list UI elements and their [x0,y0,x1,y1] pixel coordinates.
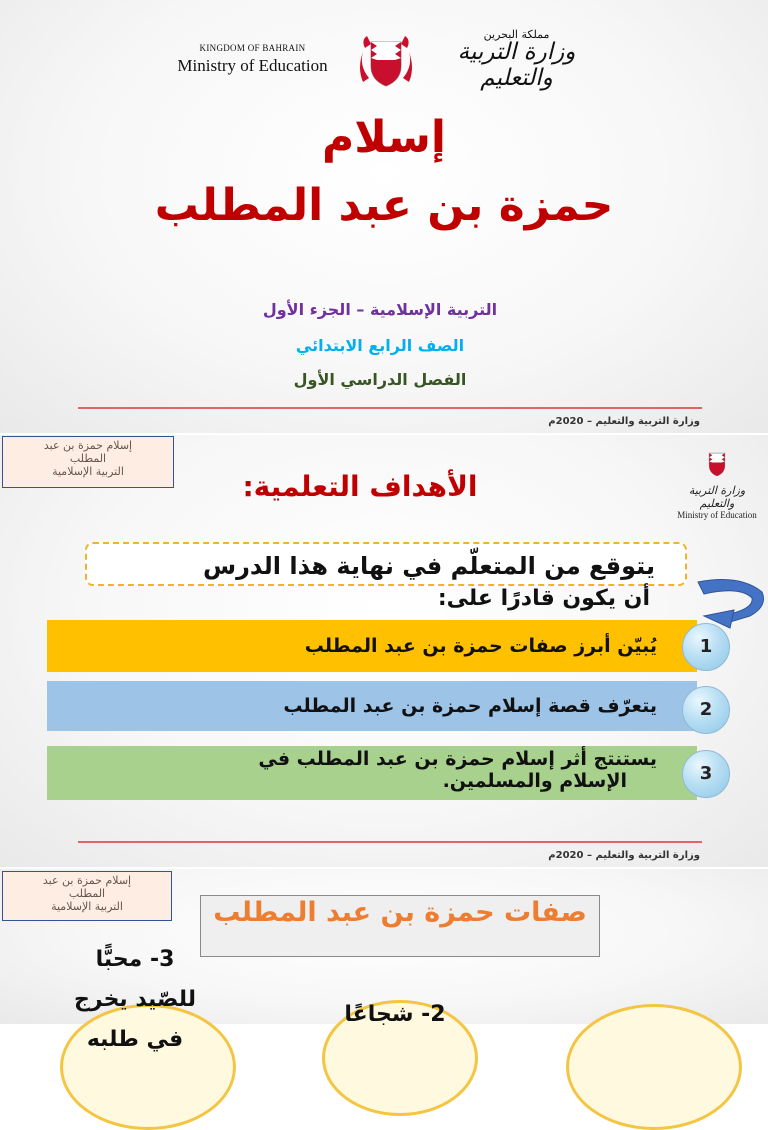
ministry-logo-arabic [424,28,609,91]
slide-footer: وزارة التربية والتعليم – 2020م [548,416,700,427]
ministry-logo-small [676,446,758,520]
objective-number-2: 2 [682,686,730,734]
note-line-1: إسلام حمزة بن عبد [42,874,132,887]
objective-bar-3 [47,746,697,800]
expectation-line-1: يتوقع من المتعلّم في نهاية هذا الدرس [202,552,655,580]
note-line-1: إسلام حمزة بن عبد [43,439,133,452]
trait-3-line-1: 3- محبًّا [95,947,175,972]
objective-number-3: 3 [682,750,730,798]
divider-line [78,841,702,843]
note-line-3: التربية الإسلامية [52,465,124,478]
traits-title: صفات حمزة بن عبد المطلب [213,897,587,928]
objective-number-1: 1 [682,623,730,671]
title-line-1: إسلام [321,112,446,163]
subject-label: التربية الإسلامية – الجزء الأول [262,300,498,319]
lesson-note [2,436,174,488]
note-line-3: التربية الإسلامية [51,900,123,913]
objective-bar-2 [47,681,697,731]
semester-label: الفصل الدراسي الأول [293,370,467,389]
small-logo-arabic: وزارة التربية والتعليم [688,484,746,510]
note-line-2: المطلب [68,887,106,900]
kingdom-label-ar: مملكة البحرين [483,28,550,41]
trait-3 [40,940,230,1060]
objectives-heading: الأهداف التعلمية: [242,470,478,503]
objective-text-3b: الإسلام والمسلمين. [442,770,627,792]
bahrain-emblem-icon [357,32,415,90]
note-line-2: المطلب [69,452,107,465]
grade-label: الصف الرابع الابتدائي [295,336,465,355]
trait-circle-right [566,1004,742,1130]
curved-arrow-icon [690,572,768,630]
objective-text-2: يتعرّف قصة إسلام حمزة بن عبد المطلب [283,695,657,717]
objective-text-1: يُبيّن أبرز صفات حمزة بن عبد المطلب [304,635,657,657]
trait-3-line-2: للصّيد يخرج [74,987,196,1012]
traits-title-box [200,895,600,957]
kingdom-label: KINGDOM OF BAHRAIN [199,43,306,53]
bahrain-emblem-icon [702,446,732,480]
slide-footer: وزارة التربية والتعليم – 2020م [548,850,700,861]
ministry-logo-english [160,43,345,76]
ministry-name: Ministry of Education [177,56,328,75]
trait-2: 2- شجاعًا [344,1002,446,1027]
lesson-note [2,871,172,921]
expectation-line-2: أن يكون قادرًا على: [437,586,650,611]
slide-title [0,0,768,433]
small-logo-english: Ministry of Education [677,510,757,520]
divider-line [78,407,702,409]
title-line-2: حمزة بن عبد المطلب [154,180,614,231]
objective-bar-1 [47,620,697,672]
trait-3-line-3: في طلبه [86,1027,184,1052]
objective-text-3a: يستنتج أثر إسلام حمزة بن عبد المطلب في [258,748,657,770]
ministry-name-ar: وزارة التربية والتعليم [457,39,576,91]
